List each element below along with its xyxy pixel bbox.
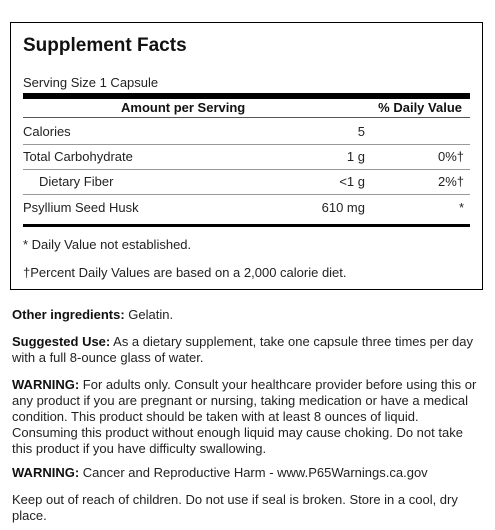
daily-value-header: % Daily Value (378, 100, 462, 115)
storage-instructions: Keep out of reach of children. Do not use if seal is broken. Store in a cool, dry place. (12, 492, 458, 523)
other-ingredients-label: Other ingredients: (12, 307, 125, 322)
other-ingredients (12, 307, 482, 323)
other-ingredients-text: Gelatin. (124, 307, 174, 322)
facts-row-dietary-fiber (23, 169, 470, 195)
nutrient-name: Psyllium Seed Husk (23, 200, 139, 215)
nutrient-daily-value: 2%† (437, 174, 464, 189)
nutrient-amount: 610 mg (321, 200, 365, 215)
warning-label: WARNING: (12, 377, 80, 392)
facts-header-row (23, 99, 470, 118)
serving-size: Serving Size 1 Capsule (23, 75, 159, 90)
facts-row-total-carbohydrate (23, 144, 470, 170)
supplement-facts-panel (10, 22, 483, 290)
nutrient-name: Calories (23, 124, 71, 139)
dv-not-established-note: * Daily Value not established. (23, 237, 192, 252)
warning-prop65 (12, 465, 482, 481)
nutrient-name: Total Carbohydrate (23, 149, 133, 164)
warning-text: For adults only. Consult your healthcare provider before using this or any product if you are pregnant or nursing, taking medication or have a medical condition. This product should be taken with at least 8 ounces of liquid. Consuming this product without enough liquid may cause choking. Do not take this product if you have difficulty swallowing. (12, 377, 477, 456)
facts-title: Supplement Facts (23, 35, 187, 56)
warning-text: Cancer and Reproductive Harm - www.P65Warnings.ca.gov (79, 465, 428, 480)
warning-adults (12, 377, 482, 457)
percent-daily-value-note: †Percent Daily Values are based on a 2,000 calorie diet. (23, 265, 347, 280)
medium-divider (23, 224, 470, 227)
nutrient-daily-value: * (458, 200, 464, 215)
nutrient-amount: <1 g (339, 174, 365, 189)
suggested-use (12, 334, 482, 366)
facts-row-psyllium-seed-husk (23, 195, 470, 220)
suggested-use-text: As a dietary supplement, take one capsule three times per day with a full 8-ounce glass of water. (12, 334, 474, 365)
suggested-use-label: Suggested Use: (12, 334, 111, 349)
nutrient-daily-value: 0%† (437, 149, 464, 164)
facts-row-calories (23, 119, 470, 145)
nutrient-amount: 1 g (346, 149, 365, 164)
nutrient-amount: 5 (357, 124, 365, 139)
nutrient-name: Dietary Fiber (39, 174, 114, 189)
warning-label: WARNING: (12, 465, 80, 480)
amount-per-serving-header: Amount per Serving (121, 100, 246, 115)
